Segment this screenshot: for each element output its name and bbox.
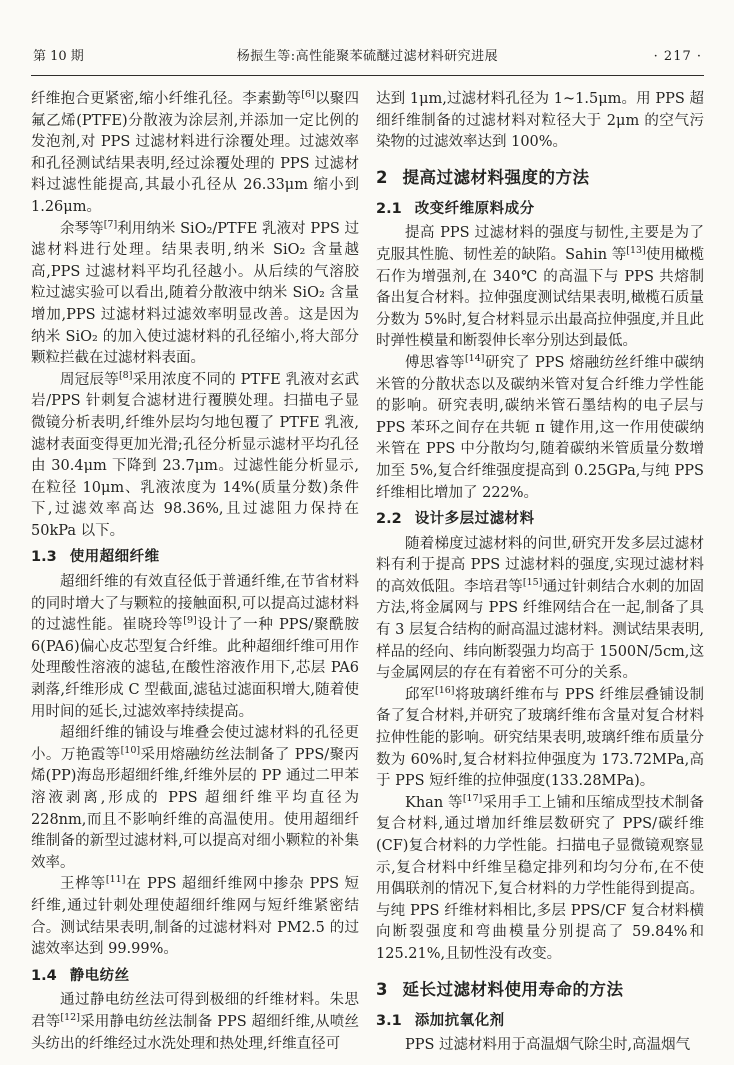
paragraph [31, 990, 359, 1055]
text-run: 利用纳米 SiO₂/PTFE 乳液对 PPS 过滤材料进行处理。结果表明,纳米 SiO₂ 含量越高,PPS 过滤材料平均孔径越小。从后续的气溶胶粒过滤实验可以看出,随着分散液中纳米 SiO₂ 含量增加,PPS 过滤材料过滤效率明显改善。这是因为纳米 SiO₂ 的加入使过滤材料的孔径缩小,将大部分颗粒拦截在过滤材料表面。 [31, 220, 359, 367]
subsection-title: 使用超细纤维 [69, 549, 160, 566]
subsection-number: 1.3 [31, 549, 57, 566]
section-title: 延长过滤材料使用寿命的方法 [402, 979, 624, 999]
text-run: 以聚四氟乙烯(PTFE)分散液为涂层剂,并添加一定比例的发泡剂,对 PPS 过滤材料进行涂覆处理。过滤效率和孔径测试结果表明,经过涂覆处理的 PPS 过滤材料过滤性能提高,其最小孔径从 26.33μm 缩小到 1.26μm。 [31, 91, 360, 215]
subsection-title: 静电纺丝 [69, 967, 130, 984]
text-run: 傅思睿等 [405, 354, 465, 371]
section-title: 提高过滤材料强度的方法 [402, 167, 590, 187]
section-heading-2 [376, 167, 704, 189]
reference-superscript: [16] [434, 685, 455, 697]
subsection-heading-2-1 [376, 199, 704, 221]
subsection-number: 1.4 [31, 967, 57, 984]
two-column-body [31, 89, 704, 1057]
reference-superscript: [17] [462, 792, 483, 804]
page-header [31, 48, 704, 66]
text-run: 周冠辰等 [60, 371, 119, 388]
header-page-number: · 217 · [653, 49, 702, 64]
reference-superscript: [9] [183, 615, 197, 627]
paragraph-continuation [376, 89, 704, 154]
text-run: 纤维抱合更紧密,缩小纤维孔径。李素勤等 [31, 91, 302, 107]
section-heading-3 [376, 979, 704, 1001]
text-run: 采用浓度不同的 PTFE 乳液对玄武岩/PPS 针刺复合滤材进行覆膜处理。扫描电子显微镜分析表明,纤维外层均匀地包覆了 PTFE 乳液,滤材表面变得更加光滑;孔径分析显示滤材平均孔径由 30.4μm 下降到 23.7μm。过滤性能分析显示,在粒径 10μm、乳液浓度为 14%(质量分数)条件下,过滤效率高达 98.36%,且过滤阻力保持在 50kPa 以下。 [31, 371, 360, 539]
text-run: 达到 1μm,过滤材料孔径为 1~1.5μm。用 PPS 超细纤维制备的过滤材料对粒径大于 2μm 的空气污染物的过滤效率达到 100%。 [376, 91, 704, 151]
subsection-heading-2-2 [376, 509, 704, 531]
subsection-heading-1-4 [31, 966, 359, 988]
paragraph-continuation [31, 89, 359, 219]
paragraph [31, 219, 359, 370]
header-issue: 第 10 期 [33, 49, 84, 64]
paragraph [376, 793, 704, 966]
text-run: 采用手工上铺和压缩成型技术制备复合材料,通过增加纤维层数研究了 PPS/碳纤维(CF)复合材料的力学性能。扫描电子显微镜观察显示,复合材料中纤维呈稳定排列和均匀分布,在不使用偶联剂的情况下,复合材料的力学性能得到提高。与纯 PPS 纤维材料相比,多层 PPS/CF 复合材料横向断裂强度和弯曲模量分别提高了 59.84%和 125.21%,且韧性没有改变。 [376, 794, 705, 962]
text-run: 通过针刺结合水刺的加固方法,将金属网与 PPS 纤维网结合在一起,制备了具有 3 层复合结构的耐高温过滤材料。测试结果表明,样品的经向、纬向断裂强力均高于 1500N/5cm,这与金属网层的存在有着密不可分的关系。 [376, 578, 705, 682]
paragraph [376, 534, 704, 685]
text-run: 邱军 [405, 686, 435, 703]
reference-superscript: [14] [464, 353, 485, 365]
subsection-number: 2.1 [376, 200, 402, 217]
text-run: Khan 等 [405, 794, 463, 811]
text-run: 设计了一种 PPS/聚酰胺 6(PA6)偏心皮芯型复合纤维。此种超细纤维可用作处理酸性溶液的滤毡,在酸性溶液作用下,芯层 PA6 剥落,纤维形成 C 型截面,滤毡过滤面积增大,随着使用时间的延长,过滤效率持续提高。 [31, 617, 359, 720]
text-run: 使用橄榄石作为增强剂,在 340℃ 的高温下与 PPS 共熔制备出复合材料。拉伸强度测试结果表明,橄榄石质量分数为 5%时,复合材料显示出最高拉伸强度,并且此时弹性模量和断裂伸长率分别达到最低。 [376, 246, 704, 350]
reference-superscript: [8] [118, 369, 133, 381]
reference-superscript: [11] [105, 874, 126, 886]
header-rule [31, 75, 704, 76]
header-running-title: 杨振生等:高性能聚苯硫醚过滤材料研究进展 [236, 49, 499, 64]
text-run: 将玻璃纤维布与 PPS 纤维层叠铺设制备了复合材料,并研究了玻璃纤维布含量对复合材料拉伸性能的影响。研究结果表明,玻璃纤维布质量分数为 60%时,复合材料拉伸强度为 173.72MPa,高于 PPS 短纤维的拉伸强度(133.28MPa)。 [376, 686, 704, 790]
text-run: PPS 过滤材料用于高温烟气除尘时,高温烟气 [405, 1037, 691, 1054]
paragraph [376, 353, 704, 504]
reference-superscript: [10] [120, 744, 141, 756]
subsection-number: 2.2 [376, 511, 402, 528]
subsection-heading-3-1 [376, 1011, 704, 1033]
text-run: 余琴等 [60, 220, 104, 237]
reference-superscript: [15] [522, 577, 543, 589]
paragraph [376, 1035, 704, 1057]
paragraph [31, 723, 359, 874]
text-run: 采用熔融纺丝法制备了 PPS/聚丙烯(PP)海岛形超细纤维,纤维外层的 PP 通过二甲苯溶液剥离,形成的 PPS 超细纤维平均直径为 228nm,而且不影响纤维的高温使用。使用超细纤维制备的新型过滤材料,可以提高对细小颗粒的补集效率。 [31, 746, 359, 871]
right-column [376, 89, 704, 1057]
paragraph [31, 572, 359, 723]
text-run: 在 PPS 超细纤维网中掺杂 PPS 短纤维,通过针刺处理使超细纤维网与短纤维紧密结合。测试结果表明,制备的过滤材料对 PM2.5 的过滤效率达到 99.99%。 [31, 876, 360, 958]
text-run: 通过静电纺丝法可得到极细的纤维材料。朱思君等 [31, 992, 359, 1030]
paragraph [376, 685, 704, 793]
paragraph [376, 223, 704, 353]
text-run: 随着梯度过滤材料的问世,研究开发多层过滤材料有利于提高 PPS 过滤材料的强度,实现过滤材料的高效低阻。李培君等 [376, 535, 704, 595]
reference-superscript: [13] [626, 245, 646, 257]
text-run: 研究了 PPS 熔融纺丝纤维中碳纳米管的分散状态以及碳纳米管对复合纤维力学性能的影响。研究表明,碳纳米管石墨结构的电子层与 PPS 苯环之间存在共轭 π 键作用,这一作用使碳纳米管在 PPS 中分散均匀,随着碳纳米管质量分数增加至 5%,复合纤维强度提高到 0.25GPa,与纯 PPS 纤维相比增加了 222%。 [376, 354, 705, 501]
text-run: 超细纤维的有效直径低于普通纤维,在节省材料的同时增大了与颗粒的接触面积,可以提高过滤材料的过滤性能。崔晓玲等 [31, 574, 359, 634]
subsection-number: 3.1 [376, 1012, 402, 1029]
reference-superscript: [12] [60, 1012, 80, 1024]
paragraph [31, 874, 359, 960]
text-run: 采用静电纺丝法制备 PPS 超细纤维,从喷丝头纺出的纤维经过水洗处理和热处理,纤维直径可 [31, 1013, 359, 1052]
left-column [31, 89, 359, 1057]
subsection-title: 设计多层过滤材料 [414, 511, 535, 528]
section-number: 2 [376, 167, 388, 187]
text-run: 王桦等 [60, 876, 106, 893]
section-number: 3 [376, 979, 388, 999]
reference-superscript: [7] [103, 218, 118, 230]
paragraph [31, 370, 359, 543]
reference-superscript: [6] [301, 89, 315, 101]
subsection-heading-1-3 [31, 547, 359, 569]
text-run: 提高 PPS 过滤材料的强度与韧性,主要是为了克服其性脆、韧性差的缺陷。Sahin 等 [376, 225, 704, 263]
subsection-title: 添加抗氧化剂 [414, 1012, 505, 1029]
subsection-title: 改变纤维原料成分 [414, 200, 535, 217]
text-run: 超细纤维的铺设与堆叠会使过滤材料的孔径更小。万艳霞等 [31, 725, 359, 763]
